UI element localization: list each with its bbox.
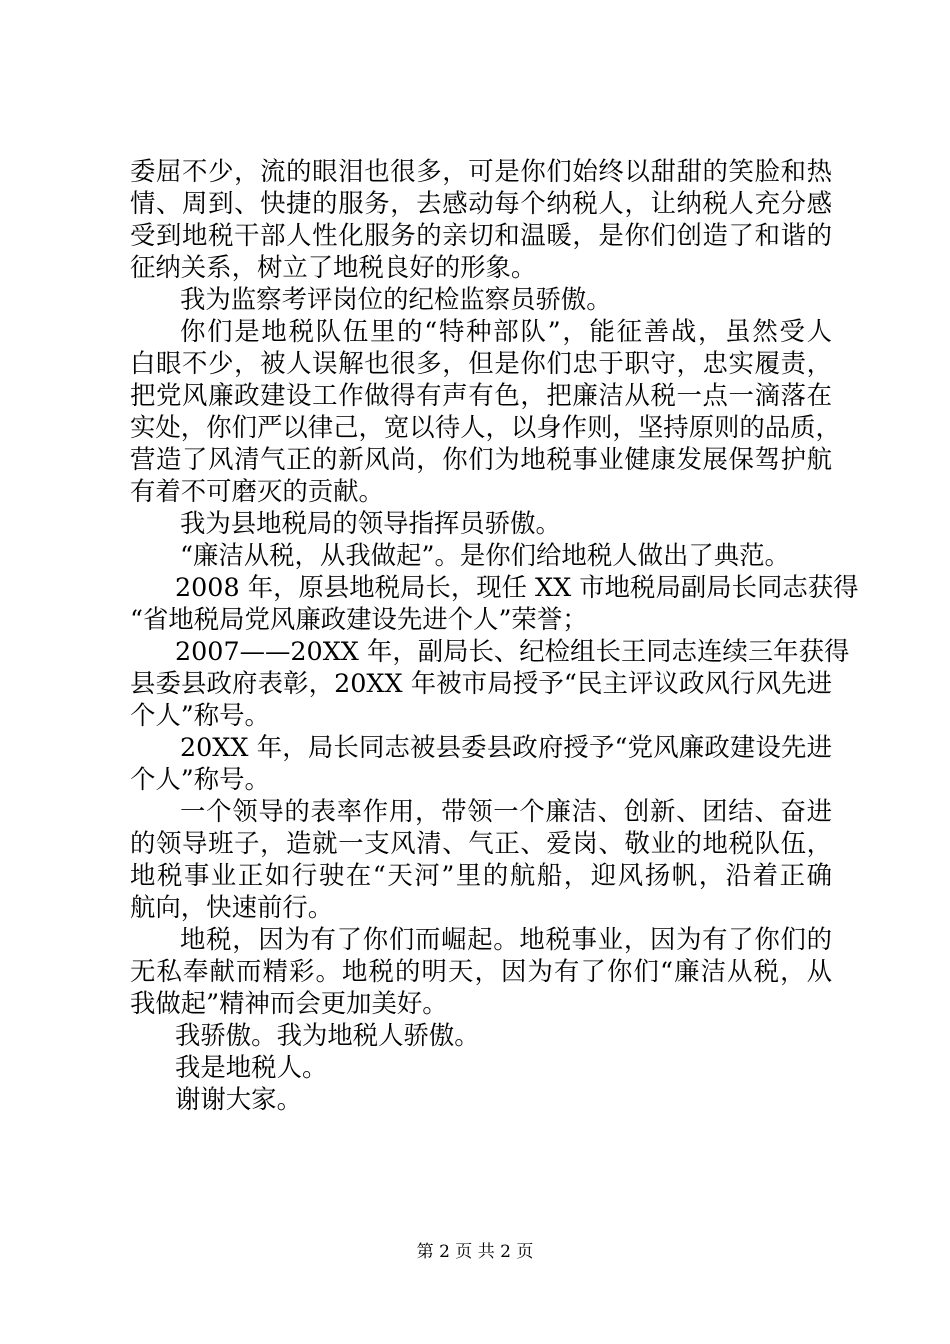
paragraph-award-2008	[130, 571, 859, 635]
text-line: “省地税局党风廉政建设先进个人”荣誉；	[130, 604, 588, 634]
text-line: 实处，你们严以律己，宽以待人，以身作则，坚持原则的品质，	[130, 412, 841, 442]
paragraph-proud-leaders	[130, 507, 832, 539]
text-line: 我是地税人。	[175, 1052, 328, 1082]
paragraph-award-20xx	[130, 731, 832, 795]
text-line: 营造了风清气正的新风尚，你们为地税事业健康发展保驾护航	[130, 444, 832, 474]
paragraph-proud	[130, 1019, 832, 1051]
paragraph-thanks	[130, 1083, 832, 1115]
text-line: 征纳关系，树立了地税良好的形象。	[130, 252, 537, 282]
paragraph-service-staff	[130, 155, 832, 283]
text-line: 2008 年，原县地税局长，现任 XX 市地税局副局长同志获得	[175, 572, 859, 602]
text-line: 你们是地税队伍里的“特种部队”，能征善战，虽然受人	[180, 316, 832, 346]
text-line: 个人”称号。	[130, 700, 270, 730]
paragraph-award-2007	[130, 635, 850, 731]
paragraph-integrity-slogan	[130, 539, 832, 571]
text-line: 有着不可磨灭的贡献。	[130, 476, 384, 506]
text-line: 情、周到、快捷的服务，去感动每个纳税人，让纳税人充分感	[130, 188, 832, 218]
text-line: 委屈不少，流的眼泪也很多，可是你们始终以甜甜的笑脸和热	[130, 156, 832, 186]
document-body	[130, 155, 859, 1115]
text-line: 把党风廉政建设工作做得有声有色，把廉洁从税一点一滴落在	[130, 380, 832, 410]
text-line: 县委县政府表彰，20XX 年被市局授予“民主评议政风行风先进	[130, 668, 832, 698]
text-line: 我为县地税局的领导指挥员骄傲。	[180, 508, 561, 538]
text-line: 地税，因为有了你们而崛起。地税事业，因为有了你们的	[180, 924, 832, 954]
paragraph-identity	[130, 1051, 832, 1083]
paragraph-leadership	[130, 795, 832, 923]
text-line: 一个领导的表率作用，带领一个廉洁、创新、团结、奋进	[180, 796, 832, 826]
paragraph-rise	[130, 923, 832, 1019]
text-line: 的领导班子，造就一支风清、气正、爱岗、敬业的地税队伍，	[130, 828, 832, 858]
text-line: 受到地税干部人性化服务的亲切和温暖，是你们创造了和谐的	[130, 220, 832, 250]
text-line: 我骄傲。我为地税人骄傲。	[175, 1020, 480, 1050]
text-line: 20XX 年，局长同志被县委县政府授予“党风廉政建设先进	[180, 732, 832, 762]
text-line: 谢谢大家。	[175, 1084, 302, 1114]
text-line: 个人”称号。	[130, 764, 270, 794]
text-line: 地税事业正如行驶在“天河”里的航船，迎风扬帆，沿着正确	[130, 860, 832, 890]
paragraph-proud-inspectors	[130, 283, 832, 315]
text-line: “廉洁从税，从我做起”。是你们给地税人做出了典范。	[180, 540, 790, 570]
page-number-footer: 第 2 页 共 2 页	[416, 1242, 534, 1262]
text-line: 我做起”精神而会更加美好。	[130, 988, 448, 1018]
text-line: 航向，快速前行。	[130, 892, 334, 922]
text-line: 2007——20XX 年，副局长、纪检组长王同志连续三年获得	[175, 636, 850, 666]
text-line: 我为监察考评岗位的纪检监察员骄傲。	[180, 284, 612, 314]
text-line: 白眼不少，被人误解也很多，但是你们忠于职守，忠实履责，	[130, 348, 832, 378]
text-line: 无私奉献而精彩。地税的明天，因为有了你们“廉洁从税，从	[130, 956, 832, 986]
paragraph-special-forces	[130, 315, 841, 507]
